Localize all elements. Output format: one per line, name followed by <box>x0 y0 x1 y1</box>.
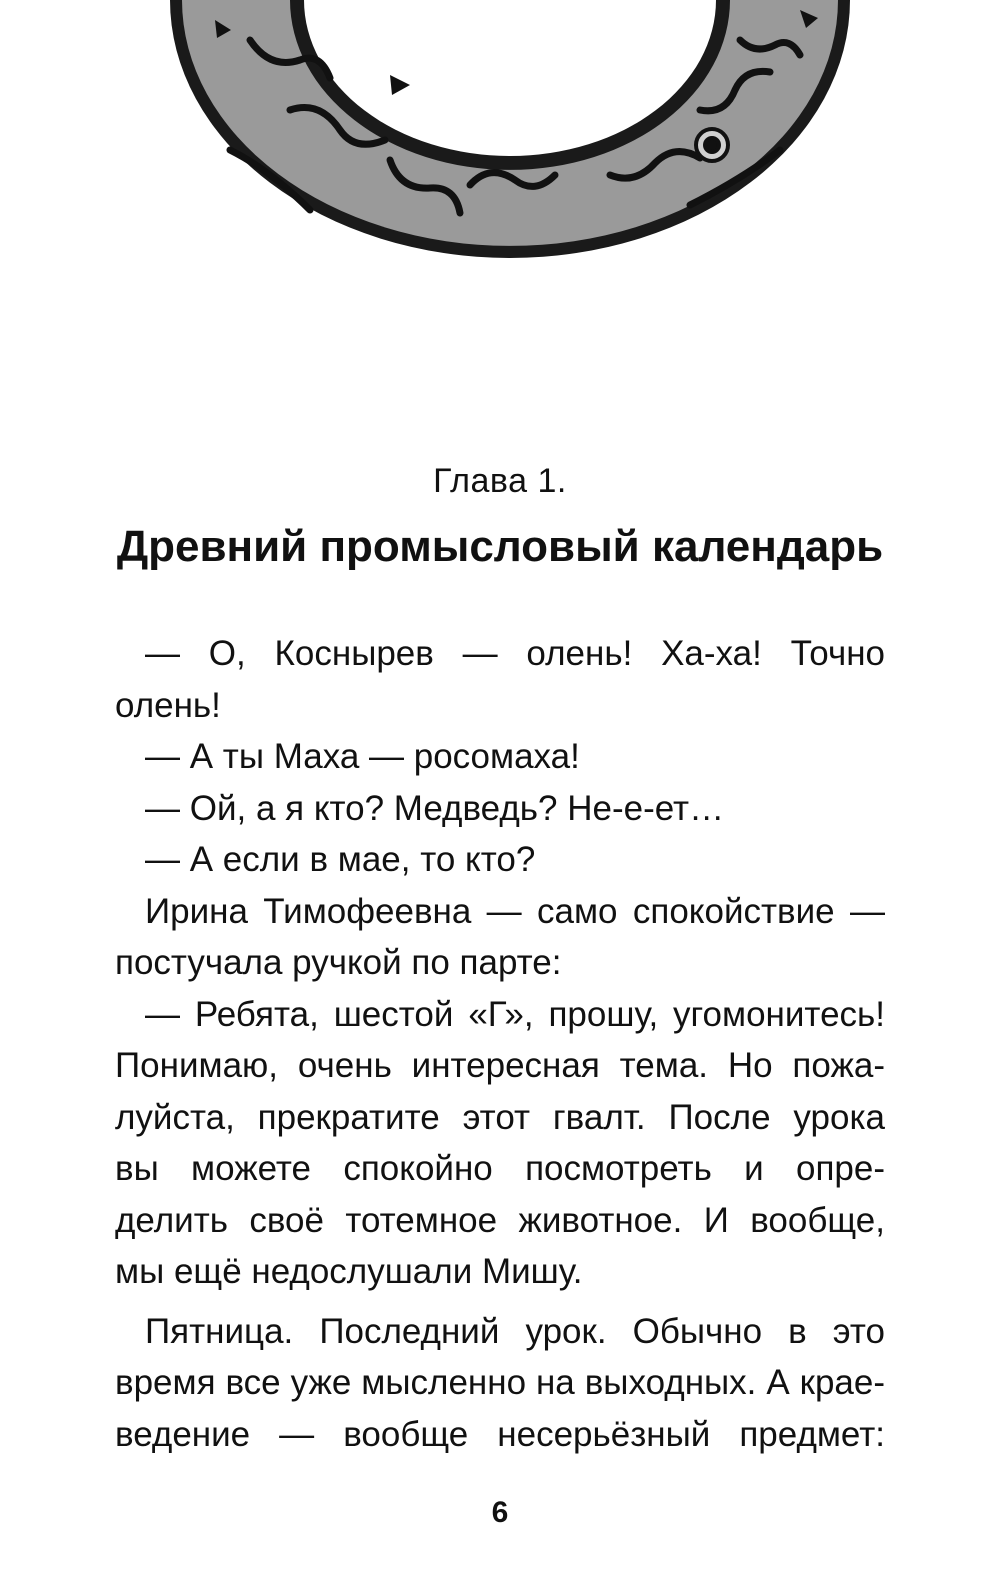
text-line: луйста, прекратите этот гвалт. После урока <box>115 1097 885 1137</box>
text-line: — А ты Маха — росомаха! <box>145 737 580 776</box>
text-line: делить своё тотемное животное. И вообще, <box>115 1200 885 1240</box>
text-line: Ирина Тимофеевна — само спокойствие — <box>145 891 885 931</box>
text-line: — Ребята, шестой «Г», прошу, угомонитесь! <box>145 994 885 1034</box>
text-line: вы можете спокойно посмотреть и опре- <box>115 1149 885 1188</box>
text-line: время все уже мысленно на выходных. А крае- <box>115 1363 885 1402</box>
text-line: — Ой, а я кто? Медведь? Не-е-ет… <box>145 788 725 828</box>
text-line: — А если в мае, то кто? <box>145 840 536 879</box>
ornament-ring-icon <box>140 0 880 270</box>
text-line: постучала ручкой по парте: <box>115 943 562 982</box>
page-number: 6 <box>491 1496 509 1529</box>
chapter-title: Древний промысловый календарь <box>116 522 884 571</box>
text-line: Пятница. Последний урок. Обычно в это <box>145 1311 885 1351</box>
chapter-label: Глава 1. <box>433 462 567 500</box>
text-line: — О, Коснырев — олень! Ха-ха! Точно <box>145 634 885 673</box>
ornament-illustration <box>140 0 880 270</box>
text-line: ведение — вообще несерьёзный предмет: <box>115 1414 885 1454</box>
text-line: мы ещё недослушали Мишу. <box>115 1252 583 1291</box>
text-line: Понимаю, очень интересная тема. Но пожа- <box>115 1046 885 1085</box>
body-text <box>115 628 885 1460</box>
text-line: олень! <box>115 685 221 725</box>
